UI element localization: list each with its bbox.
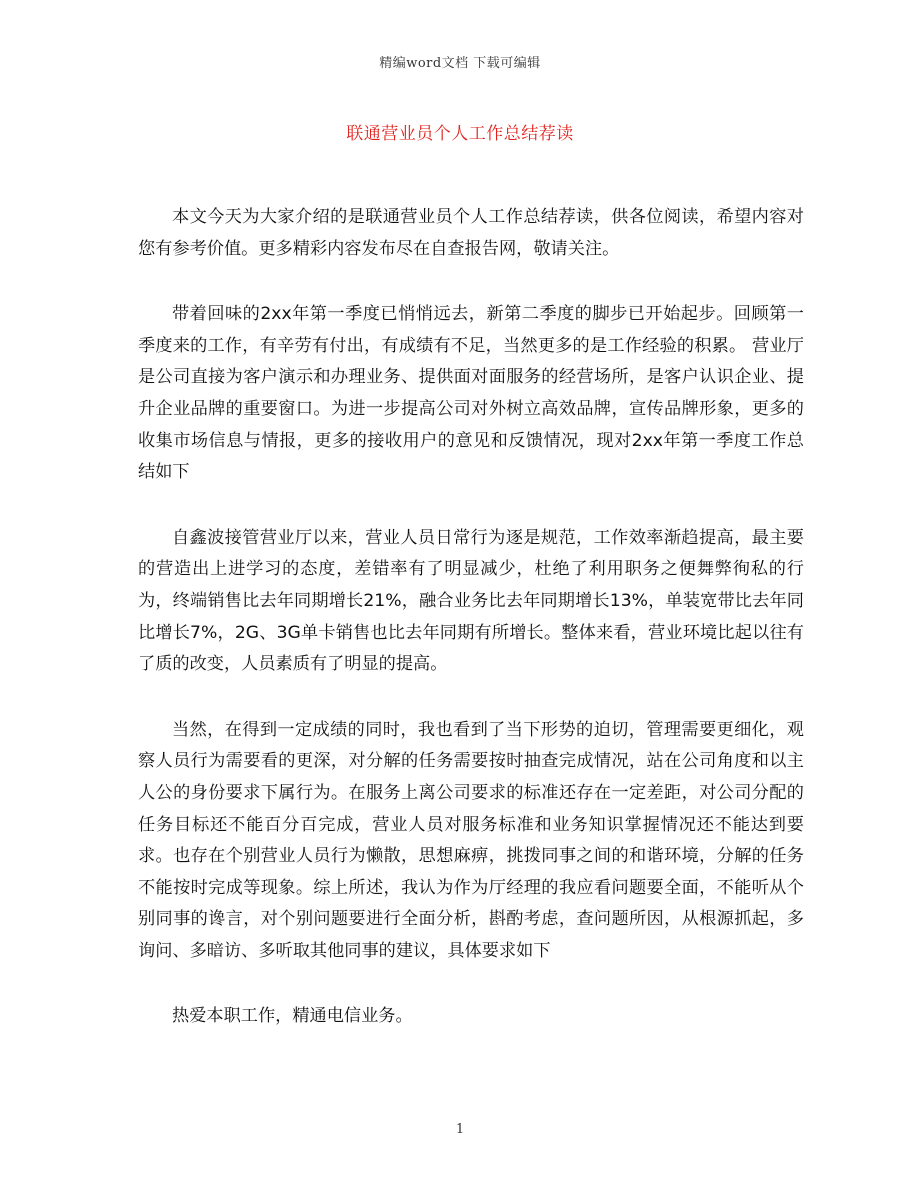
page-number: 1 xyxy=(455,1122,465,1137)
paragraph-achievements: 自鑫波接管营业厅以来，营业人员日常行为逐是规范，工作效率渐趋提高，最主要的营造出上进学习的态度，差错率有了明显减少，杜绝了利用职务之便舞弊徇私的行为，终端销售比去年同期增长21%，融合业务比去年同期增长13%，单装宽带比去年同比增长7%，2G、3G单卡销售也比去年同期有所增长。整体来看，营业环境比起以往有了质的改变，人员素质有了明显的提高。 xyxy=(138,527,804,675)
document-title: 联通营业员个人工作总结荐读 xyxy=(346,124,574,144)
paragraph-shortcomings: 当然，在得到一定成绩的同时，我也看到了当下形势的迫切，管理需要更细化，观察人员行为需要看的更深，对分解的任务需要按时抽查完成情况，站在公司角度和以主人公的身份要求下属行为。在服务上离公司要求的标准还存在一定差距，对公司分配的任务目标还不能百分百完成，营业人员对服务标准和业务知识掌握情况还不能达到要求。也存在个别营业人员行为懒散，思想麻痹，挑拨同事之间的和谐环境，分解的任务不能按时完成等现象。综上所述，我认为作为厅经理的我应看问题要全面，不能听从个别同事的谗言，对个别问题要进行全面分析，斟酌考虑，查问题所因，从根源抓起，多询问、多暗访、多听取其他同事的建议，具体要求如下 xyxy=(138,719,804,961)
paragraph-intro: 本文今天为大家介绍的是联通营业员个人工作总结荐读，供各位阅读，希望内容对您有参考价值。更多精彩内容发布尽在自查报告网，敬请关注。 xyxy=(138,207,804,259)
page-header: 精编word文档 下载可编辑 xyxy=(379,56,541,71)
paragraph-background: 带着回味的2xx年第一季度已悄悄远去，新第二季度的脚步已开始起步。回顾第一季度来的工作，有辛劳有付出，有成绩有不足，当然更多的是工作经验的积累。 营业厅是公司直接为客户演示和办理业务、提供面对面服务的经营场所，是客户认识企业、提升企业品牌的重要窗口。为进一步提高公司对外树立高效品牌，宣传品牌形象，更多的收集市场信息与情报，更多的接收用户的意见和反馈情况，现对2xx年第一季度工作总结如下 xyxy=(138,304,804,483)
document-body xyxy=(138,202,804,1067)
paragraph-requirement: 热爱本职工作，精通电信业务。 xyxy=(172,1006,413,1027)
